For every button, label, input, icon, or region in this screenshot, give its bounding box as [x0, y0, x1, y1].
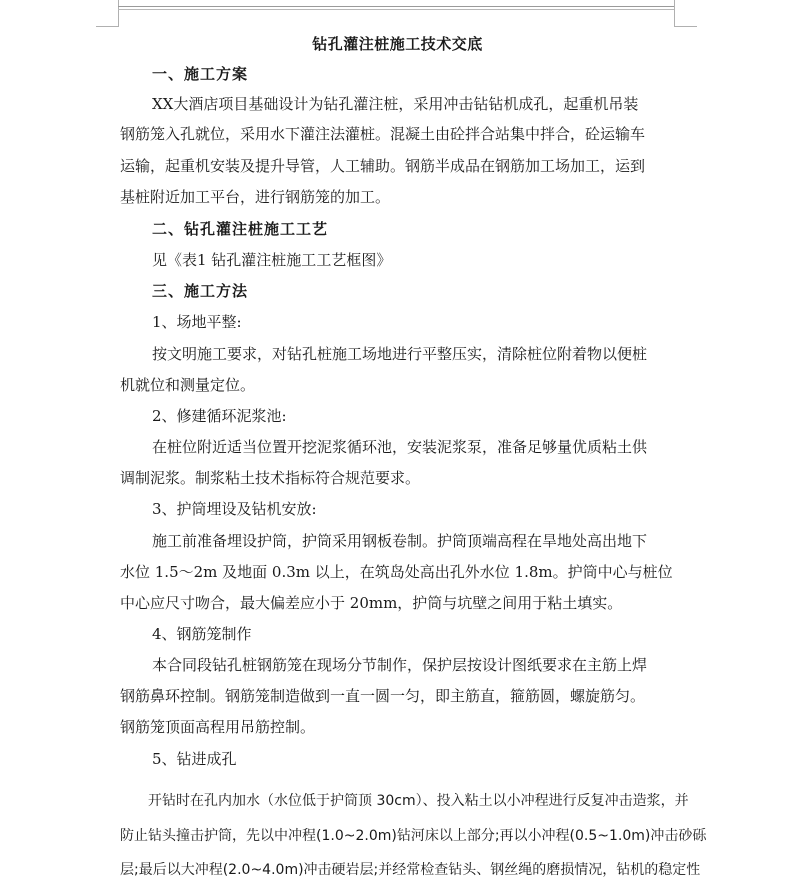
section-heading-2: 二、钻孔灌注桩施工工艺	[152, 220, 329, 238]
header-corner-left	[96, 0, 119, 27]
paragraph-line: 按文明施工要求，对钻孔桩施工场地进行平整压实，清除桩位附着物以便桩	[152, 345, 648, 363]
clipped-bottom-line	[0, 862, 795, 877]
section-heading-3: 三、施工方法	[152, 282, 249, 300]
item-title: 4、钢筋笼制作	[152, 625, 252, 643]
header-rule-secondary	[118, 9, 674, 10]
paragraph-line: 钢筋笼顶面高程用吊筋控制。	[120, 718, 316, 736]
paragraph-line: 机就位和测量定位。	[120, 376, 256, 394]
paragraph-line: XX大酒店项目基础设计为钻孔灌注桩，采用冲击钻钻机成孔，起重机吊装	[152, 95, 639, 113]
paragraph-line: 防止钻头撞击护筒，先以中冲程(1.0~2.0m)钻河床以上部分;再以小冲程(0.5~1.0m)冲击砂砾	[120, 828, 707, 844]
paragraph-line: 基桩附近加工平台，进行钢筋笼的加工。	[120, 188, 391, 206]
item-title: 3、护筒埋设及钻机安放:	[152, 500, 317, 518]
header-rule	[118, 6, 674, 7]
section-heading-1: 一、施工方案	[152, 65, 249, 83]
item-title: 1、场地平整:	[152, 313, 242, 331]
item-title: 5、钻进成孔	[152, 750, 237, 768]
paragraph-line: 在桩位附近适当位置开挖泥浆循环池，安装泥浆泵，准备足够量优质粘土供	[152, 438, 648, 456]
document-title: 钻孔灌注桩施工技术交底	[312, 35, 483, 53]
header-corner-right	[674, 0, 697, 27]
paragraph-line: 层;最后以大冲程(2.0~4.0m)冲击硬岩层;并经常检查钻头、钢丝绳的磨损情况，钻机的稳定性	[120, 862, 701, 877]
paragraph-line: 本合同段钻孔桩钢筋笼在现场分节制作，保护层按设计图纸要求在主筋上焊	[152, 656, 648, 674]
paragraph-line: 调制泥浆。制浆粘土技术指标符合规范要求。	[120, 469, 421, 487]
paragraph-line: 中心应尺寸吻合，最大偏差应小于 20mm，护筒与坑壁之间用于粘土填实。	[120, 594, 623, 612]
paragraph-line: 见《表1 钻孔灌注桩施工工艺框图》	[152, 251, 392, 269]
paragraph-line: 运输，起重机安装及提升导管，人工辅助。钢筋半成品在钢筋加工场加工，运到	[120, 157, 646, 175]
paragraph-line: 钢筋笼入孔就位，采用水下灌注法灌桩。混凝土由砼拌合站集中拌合，砼运输车	[120, 125, 646, 143]
paragraph-line: 施工前准备埋设护筒，护筒采用钢板卷制。护筒顶端高程在旱地处高出地下	[152, 532, 648, 550]
paragraph-line: 开钻时在孔内加水（水位低于护筒顶 30cm）、投入粘土以小冲程进行反复冲击造浆，并	[148, 793, 689, 809]
paragraph-line: 钢筋鼻环控制。钢筋笼制造做到一直一圆一匀，即主筋直，箍筋圆，螺旋筋匀。	[120, 687, 646, 705]
item-title: 2、修建循环泥浆池:	[152, 407, 287, 425]
paragraph-line: 水位 1.5～2m 及地面 0.3m 以上，在筑岛处高出孔外水位 1.8m。护筒中心与桩位	[120, 563, 673, 581]
